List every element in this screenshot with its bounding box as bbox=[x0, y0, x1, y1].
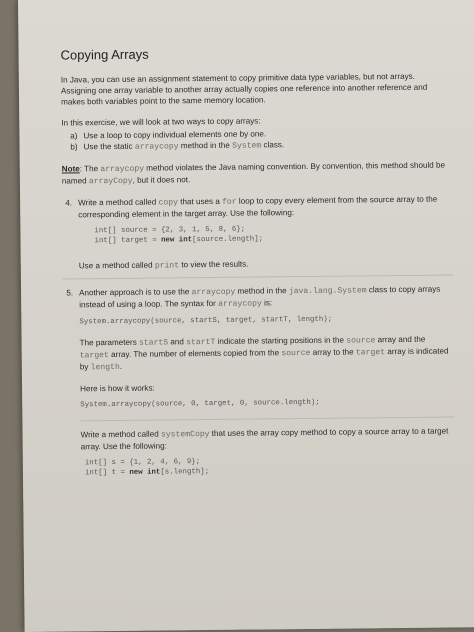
exercise-lead: In this exercise, we will look at two ways to copy arrays: bbox=[61, 116, 261, 128]
syntax-code: System.arraycopy(source, startS, target, startT, length); bbox=[79, 315, 333, 327]
page-title: Copying Arrays bbox=[60, 46, 149, 63]
item-5 bbox=[63, 283, 455, 488]
item-number: 4. bbox=[65, 198, 73, 208]
list-text: Use a loop to copy individual elements one by one. bbox=[83, 129, 267, 141]
paper-sheet bbox=[18, 0, 474, 632]
parameters-text: The parameters startS and startT indicate the starting positions in the source array and the target array. The number of elements copied from the source array to the target array is indicated by length. bbox=[79, 334, 449, 373]
item-4-text: Write a method called copy that uses a for loop to copy every element from the source array to the corresponding element in the target array. Use the following: bbox=[78, 194, 438, 220]
how-it-works-label: Here is how it works: bbox=[80, 383, 155, 394]
list-text: Use the static arraycopy method in the System class. bbox=[83, 140, 285, 152]
worksheet-content bbox=[61, 43, 456, 488]
intro-paragraph: In Java, you can use an assignment statement to copy primitive data type variables, but not arrays. Assigning one array variable to another array actually copies one reference into another reference and makes both variables point to the same memory location. bbox=[60, 71, 428, 107]
code-block: int[] s = {1, 2, 4, 6, 9}; int[] t = new int[s.length]; bbox=[84, 458, 210, 478]
example-code: System.arraycopy(source, 0, target, 0, source.length); bbox=[80, 398, 320, 410]
code-block: int[] source = {2, 3, 1, 5, 8, 6}; int[] target = new int[source.length]; bbox=[94, 225, 264, 246]
exercise-options bbox=[67, 126, 451, 153]
item-4-followup: Use a method called print to view the results. bbox=[78, 259, 249, 271]
divider bbox=[80, 416, 454, 421]
note-paragraph: Note: The arraycopy method violates the Java naming convention. By convention, this method should be named arrayCopy, but it does not. bbox=[61, 160, 446, 187]
item-5-task: Write a method called systemCopy that uses the array copy method to copy a source array to a target array. Use the following: bbox=[80, 426, 449, 452]
list-marker: a) bbox=[70, 131, 78, 141]
note-label: Note bbox=[61, 164, 80, 174]
divider bbox=[63, 274, 453, 279]
list-marker: b) bbox=[70, 142, 78, 152]
item-4 bbox=[62, 193, 453, 272]
item-5-text: Another approach is to use the arraycopy method in the java.lang.System class to copy arrays instead of using a loop. The syntax for arraycopy is: bbox=[79, 284, 441, 310]
item-number: 5. bbox=[66, 288, 74, 298]
